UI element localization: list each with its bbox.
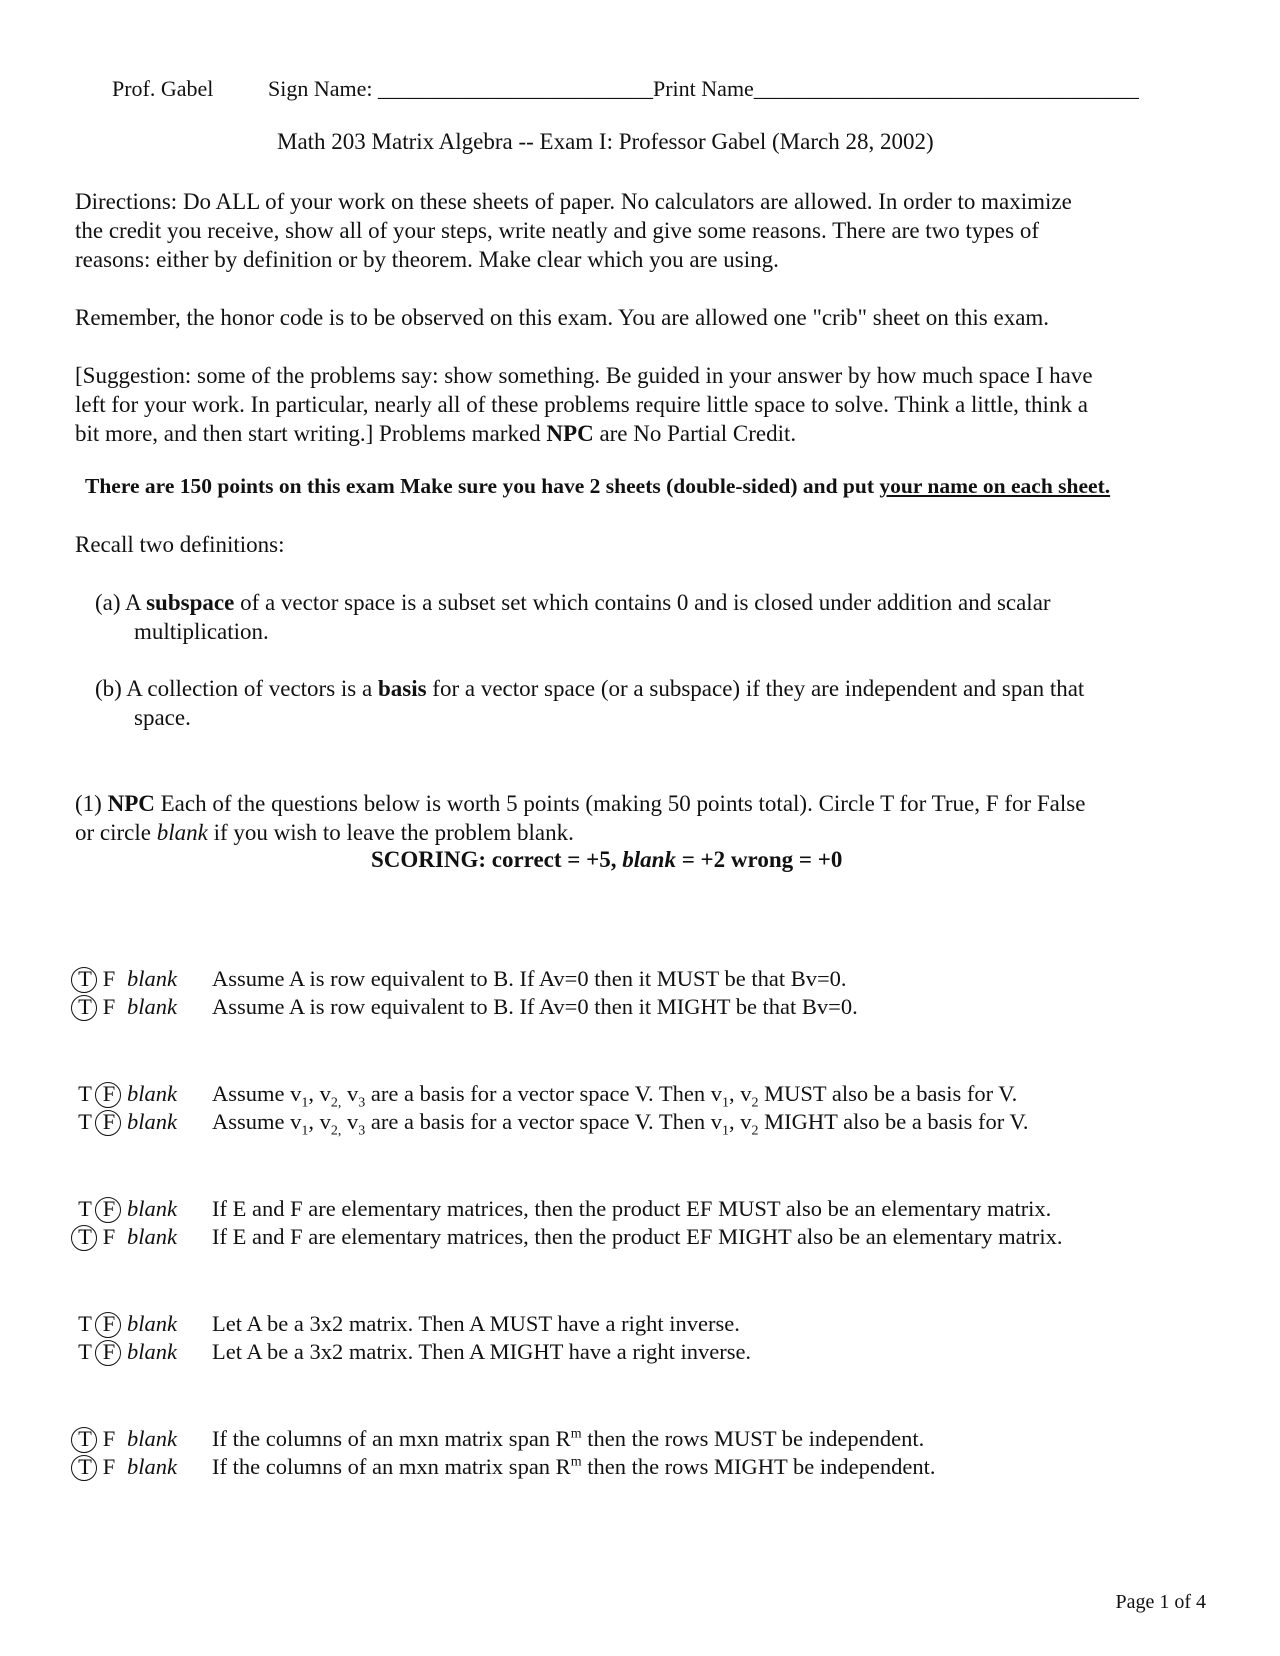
option-blank[interactable]: blank xyxy=(127,994,177,1019)
print-name-label: Print Name xyxy=(653,76,754,101)
question-text: If E and F are elementary matrices, then the product EF MIGHT also be an elementary matrix. xyxy=(212,1224,1063,1249)
question-text: Let A be a 3x2 matrix. Then A MUST have a right inverse. xyxy=(212,1311,740,1336)
question-text: Assume A is row equivalent to B. If Av=0 then it MIGHT be that Bv=0. xyxy=(212,994,858,1019)
option-f[interactable]: F xyxy=(102,1224,116,1249)
points-notice-text: There are 150 points on this exam Make sure you have 2 sheets (double-sided) and put xyxy=(85,474,880,498)
option-blank[interactable]: blank xyxy=(127,1339,177,1364)
option-blank[interactable]: blank xyxy=(127,1426,177,1451)
print-name-blank: ___________________________________ xyxy=(753,76,1139,101)
problem-1-text: Each of the questions below is worth 5 points (making 50 points total). Circle T for True, F for False xyxy=(154,791,1086,816)
scoring-line xyxy=(371,847,842,873)
option-t[interactable]: T xyxy=(78,1196,92,1221)
sign-name-label: Sign Name: xyxy=(268,76,378,101)
npc-label: NPC xyxy=(546,421,594,446)
sign-name-line xyxy=(268,76,1139,102)
suggestion-line-3-text: bit more, and then start writing.] Problems marked xyxy=(75,421,547,446)
exam-title: Math 203 Matrix Algebra -- Exam I: Professor Gabel (March 28, 2002) xyxy=(277,129,934,154)
option-blank[interactable]: blank xyxy=(127,966,177,991)
option-t[interactable]: T xyxy=(78,1109,92,1134)
option-t[interactable]: T xyxy=(78,1311,92,1336)
question-text: Assume A is row equivalent to B. If Av=0 then it MUST be that Bv=0. xyxy=(212,966,847,991)
option-f[interactable]: F xyxy=(102,1426,116,1451)
problem-1-line-2-post: if you wish to leave the problem blank. xyxy=(207,820,574,845)
definition-a-line-1 xyxy=(95,588,1235,617)
directions-line-1: Directions: Do ALL of your work on these sheets of paper. No calculators are allowed. In order to maximize xyxy=(75,189,1072,214)
professor-label: Prof. Gabel xyxy=(112,76,214,101)
directions-paragraph xyxy=(75,187,1215,274)
option-f[interactable]: F xyxy=(102,994,116,1019)
question-text: If E and F are elementary matrices, then the product EF MUST also be an elementary matrix. xyxy=(212,1196,1052,1221)
points-notice xyxy=(85,474,1110,499)
question-text: Let A be a 3x2 matrix. Then A MIGHT have a right inverse. xyxy=(212,1339,752,1364)
option-blank[interactable]: blank xyxy=(127,1454,177,1479)
problem-1-number: (1) xyxy=(75,791,108,816)
page-number: Page 1 of 4 xyxy=(1115,1591,1206,1613)
suggestion-paragraph xyxy=(75,361,1215,448)
option-blank[interactable]: blank xyxy=(127,1196,177,1221)
option-f[interactable]: F xyxy=(99,1338,119,1366)
definition-b-body: for a vector space (or a subspace) if they are independent and span that xyxy=(426,676,1085,701)
problem-1-npc: NPC xyxy=(107,791,155,816)
honor-code-paragraph xyxy=(75,303,1215,332)
suggestion-line-1: [Suggestion: some of the problems say: show something. Be guided in your answer by how much space I have xyxy=(75,363,1093,388)
problem-1-line-1 xyxy=(75,789,1215,818)
problem-1-line-2-pre: or circle xyxy=(75,820,157,845)
suggestion-line-3-end: are No Partial Credit. xyxy=(593,421,797,446)
recall-heading xyxy=(75,530,1215,559)
sign-name-blank: _________________________ xyxy=(378,76,653,101)
option-blank[interactable]: blank xyxy=(127,1109,177,1134)
suggestion-line-2: left for your work. In particular, nearly all of these problems require little space to solve. Think a little, think a xyxy=(75,392,1088,417)
option-t[interactable]: T xyxy=(75,1223,95,1251)
question-text: If the columns of an mxn matrix span $R^m$ then the rows MIGHT be independent. xyxy=(212,1454,936,1479)
option-blank[interactable]: blank xyxy=(127,1311,177,1336)
definition-a-prefix: (a) A xyxy=(95,590,147,615)
option-t[interactable]: T xyxy=(75,965,95,993)
question-text: If the columns of an mxn matrix span $R^m$ then the rows MUST be independent. xyxy=(212,1426,925,1451)
problem-1-instructions xyxy=(75,789,1215,847)
definition-a-term: subspace xyxy=(146,590,235,615)
option-f[interactable]: F xyxy=(99,1080,119,1108)
scoring-prefix: SCORING: correct = +5, xyxy=(371,847,623,872)
definition-b xyxy=(95,674,1235,732)
recall-text: Recall two definitions: xyxy=(75,532,285,557)
definition-b-line-1 xyxy=(95,674,1235,703)
scoring-suffix: = +2 wrong = +0 xyxy=(675,847,843,872)
definition-b-prefix: (b) A collection of vectors is a xyxy=(95,676,378,701)
suggestion-line-3 xyxy=(75,419,1215,448)
option-t[interactable]: T xyxy=(75,1425,95,1453)
option-t[interactable]: T xyxy=(78,1339,92,1364)
option-f[interactable]: F xyxy=(99,1195,119,1223)
directions-line-2: the credit you receive, show all of your steps, write neatly and give some reasons. There are two types of xyxy=(75,218,1039,243)
scoring-blank-word: blank xyxy=(622,847,676,872)
option-f[interactable]: F xyxy=(99,1310,119,1338)
option-blank[interactable]: blank xyxy=(127,1081,177,1106)
points-notice-underlined: your name on each sheet. xyxy=(879,474,1111,498)
option-f[interactable]: F xyxy=(102,966,116,991)
question-text: Assume $v_1$, $v_{2,}$ $v_3$ are a basis for a vector space V. Then $v_1$, $v_2$ MUST also be a basis for V. xyxy=(212,1081,1018,1111)
question-text: Assume $v_1$, $v_{2,}$ $v_3$ are a basis for a vector space V. Then $v_1$, $v_2$ MIGHT also be a basis for V. xyxy=(212,1109,1029,1139)
directions-line-3: reasons: either by definition or by theorem. Make clear which you are using. xyxy=(75,247,779,272)
option-f[interactable]: F xyxy=(102,1454,116,1479)
definition-b-line-2: space. xyxy=(134,705,191,730)
definition-a-line-2: multiplication. xyxy=(134,619,269,644)
honor-code-line: Remember, the honor code is to be observed on this exam. You are allowed one "crib" sheet on this exam. xyxy=(75,305,1050,330)
definition-a xyxy=(95,588,1235,646)
option-t[interactable]: T xyxy=(75,993,95,1021)
option-f[interactable]: F xyxy=(99,1108,119,1136)
problem-1-blank-word: blank xyxy=(156,820,208,845)
option-blank[interactable]: blank xyxy=(127,1224,177,1249)
option-t[interactable]: T xyxy=(78,1081,92,1106)
option-t[interactable]: T xyxy=(75,1453,95,1481)
problem-1-line-2 xyxy=(75,818,1215,847)
definition-a-body: of a vector space is a subset set which contains 0 and is closed under addition and scalar xyxy=(234,590,1051,615)
definition-b-term: basis xyxy=(377,676,427,701)
